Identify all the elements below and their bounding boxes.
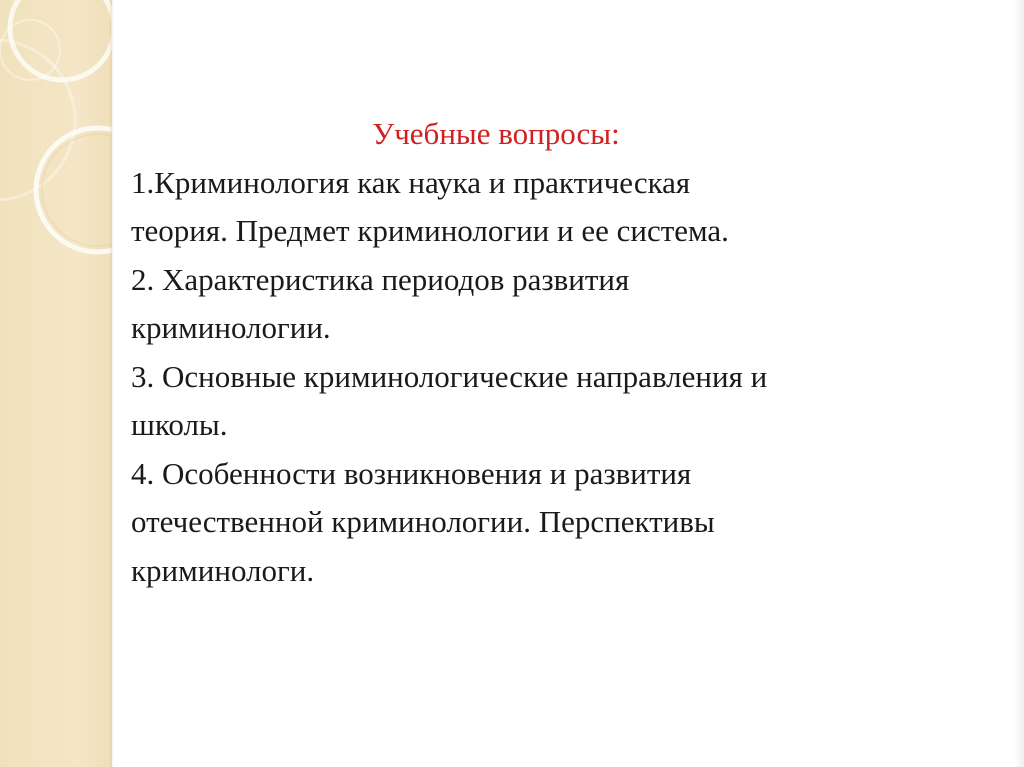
slide-text-line: школы. xyxy=(131,407,228,442)
slide-text-line: криминологи. xyxy=(131,552,315,588)
slide-text-line: теория. Предмет криминологии и ее система. xyxy=(131,213,729,248)
slide-text-line: 4. Особенности возникновения и развития xyxy=(131,455,692,491)
slide-text-line: 1.Криминология как наука и практическая xyxy=(131,164,691,200)
decorative-rings-graphic xyxy=(0,0,112,767)
slide-text-line: отечественной криминологии. Перспективы xyxy=(131,504,715,539)
slide-text-line: 3. Основные криминологические направления и xyxy=(131,358,768,394)
slide-content xyxy=(131,110,991,595)
slide-text-line: криминологии. xyxy=(131,310,331,345)
right-edge-shadow xyxy=(1014,0,1024,767)
band-edge-shadow xyxy=(110,0,114,767)
slide-text-line: 2. Характеристика периодов развития xyxy=(131,261,630,297)
slide-heading: Учебные вопросы: xyxy=(372,116,620,151)
